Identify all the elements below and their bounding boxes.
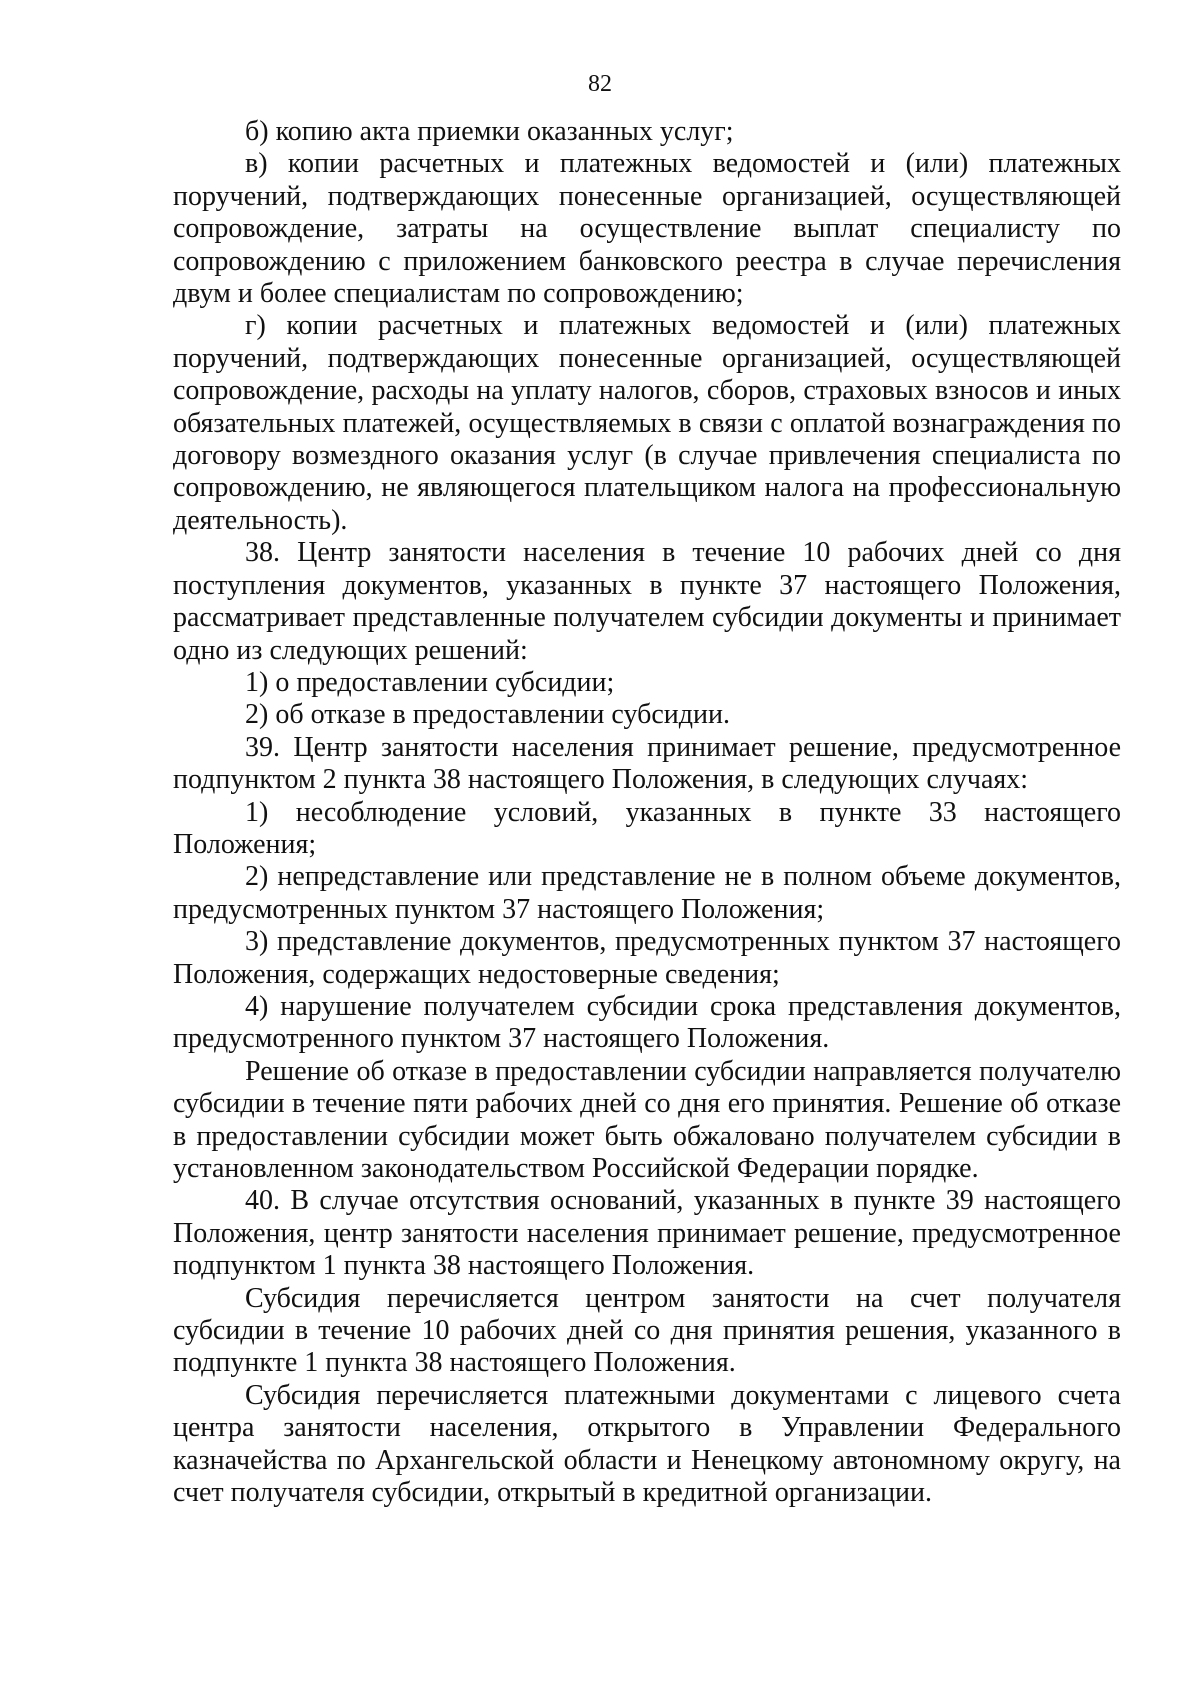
paragraph-refusal-notice: Решение об отказе в предоставлении субсидии направляется получателю субсидии в течение пяти рабочих дней со дня его принятия. Решение об отказе в предоставлении субсидии может быть обжаловано получателем субсидии в установленном законодательством Российской Федерации порядке. [173, 1055, 1121, 1184]
paragraph-clause-39-case-2: 2) непредставление или представление не в полном объеме документов, предусмотренных пунктом 37 настоящего Положения; [173, 861, 1121, 925]
paragraph-item-b: б) копию акта приемки оказанных услуг; [245, 116, 734, 147]
paragraph-clause-39: 39. Центр занятости населения принимает решение, предусмотренное подпунктом 2 пункта 38 настоящего Положения, в следующих случаях: [173, 731, 1121, 796]
paragraph-clause-38: 38. Центр занятости населения в течение 10 рабочих дней со дня поступления документов, указанных в пункте 37 настоящего Положения, рассматривает представленные получателем субсидии документы и принимает одно из следующих решений: [173, 537, 1121, 666]
paragraph-clause-40: 40. В случае отсутствия оснований, указанных в пункте 39 настоящего Положения, центр занятости населения принимает решение, предусмотренное подпунктом 1 пункта 38 настоящего Положения. [173, 1185, 1121, 1282]
document-body [173, 116, 1121, 1509]
page-number: 82 [588, 71, 612, 97]
paragraph-clause-39-case-3: 3) представление документов, предусмотренных пунктом 37 настоящего Положения, содержащих недостоверные сведения; [173, 926, 1121, 990]
paragraph-subsidy-transfer-account: Субсидия перечисляется платежными документами с лицевого счета центра занятости населения, открытого в Управлении Федерального казначейства по Архангельской области и Ненецкому автономному округу, на счет получателя субсидии, открытый в кредитной организации. [173, 1379, 1121, 1509]
paragraph-clause-39-case-4: 4) нарушение получателем субсидии срока представления документов, предусмотренного пунктом 37 настоящего Положения. [173, 990, 1121, 1055]
paragraph-clause-39-case-1: 1) несоблюдение условий, указанных в пункте 33 настоящего Положения; [173, 796, 1121, 860]
paragraph-item-v: в) копии расчетных и платежных ведомостей и (или) платежных поручений, подтверждающих понесенные организацией, осуществляющей сопровождение, затраты на осуществление выплат специалисту по сопровождению с приложением банковского реестра в случае перечисления двум и более специалистам по сопровождению; [173, 148, 1121, 310]
paragraph-clause-38-option-1: 1) о предоставлении субсидии; [245, 666, 615, 698]
paragraph-clause-38-option-2: 2) об отказе в предоставлении субсидии. [245, 699, 730, 731]
paragraph-subsidy-transfer-timing: Субсидия перечисляется центром занятости на счет получателя субсидии в течение 10 рабочих дней со дня принятия решения, указанного в подпункте 1 пункта 38 настоящего Положения. [173, 1282, 1121, 1379]
paragraph-item-g: г) копии расчетных и платежных ведомостей и (или) платежных поручений, подтверждающих понесенные организацией, осуществляющей сопровождение, расходы на уплату налогов, сборов, страховых взносов и иных обязательных платежей, осуществляемых в связи с оплатой вознаграждения по договору возмездного оказания услуг (в случае привлечения специалиста по сопровождению, не являющегося плательщиком налога на профессиональную деятельность). [173, 310, 1121, 536]
